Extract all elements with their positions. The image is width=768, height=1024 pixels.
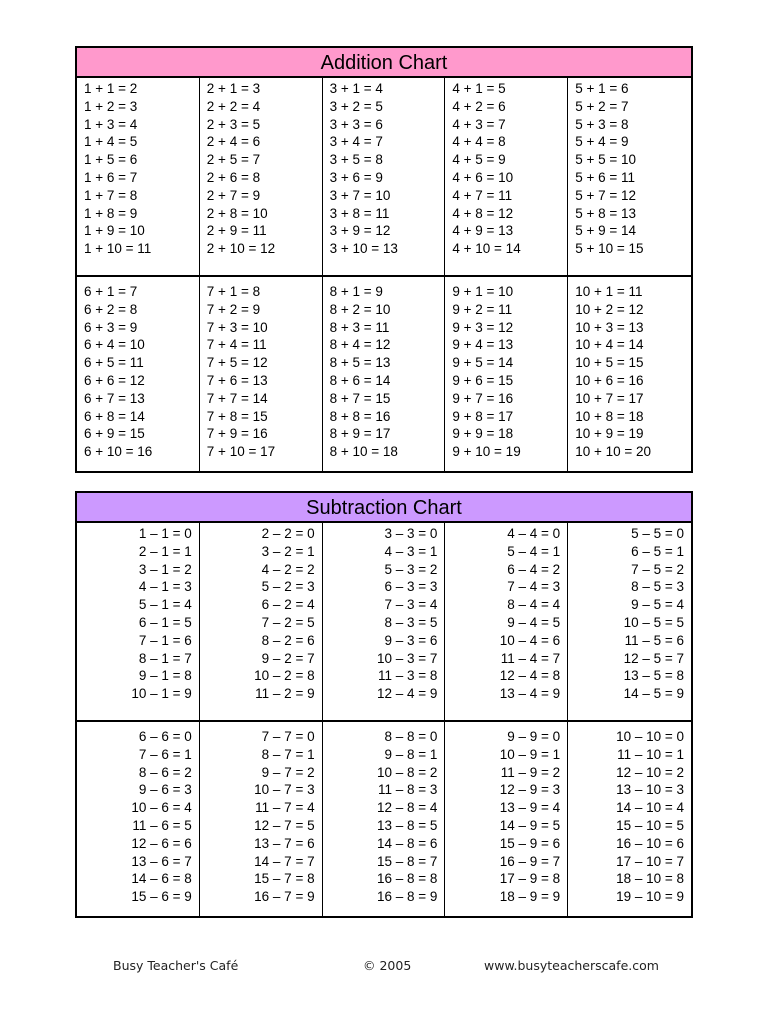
subtraction-equation: 11 – 4 = 7 [500, 650, 561, 666]
addition-equation: 4 + 6 = 10 [452, 169, 514, 185]
addition-equation: 1 + 1 = 2 [84, 81, 138, 96]
subtraction-equation: 13 – 5 = 8 [623, 668, 684, 684]
addition-equation: 2 + 1 = 3 [206, 81, 261, 96]
subtraction-equation: 10 – 4 = 6 [499, 632, 561, 648]
addition-equation: 5 + 2 = 7 [575, 98, 629, 114]
addition-chart-title: Addition Chart [77, 48, 691, 78]
subtraction-equation: 16 – 10 = 6 [616, 835, 684, 851]
addition-equation: 9 + 9 = 18 [452, 426, 514, 442]
addition-equation: 1 + 4 = 5 [84, 134, 138, 150]
addition-cell [568, 275, 691, 471]
addition-equation: 2 + 3 = 5 [206, 116, 261, 132]
addition-equation: 2 + 4 = 6 [206, 134, 261, 150]
subtraction-equation: 12 – 8 = 4 [376, 800, 438, 816]
subtraction-equation: 5 – 2 = 3 [261, 579, 315, 595]
addition-equation: 7 + 4 = 11 [206, 337, 267, 353]
addition-cell [568, 78, 691, 275]
subtraction-equation: 7 – 7 = 0 [261, 729, 315, 744]
subtraction-equation: 3 – 3 = 0 [384, 526, 438, 541]
footer-copyright: © 2005 [363, 958, 412, 973]
addition-equation: 7 + 8 = 15 [206, 408, 268, 424]
addition-cell [200, 275, 323, 471]
subtraction-equation: 12 – 4 = 8 [499, 668, 561, 684]
subtraction-equation: 4 – 4 = 0 [507, 526, 561, 541]
subtraction-equation: 12 – 6 = 6 [131, 835, 192, 851]
subtraction-equation: 7 – 2 = 5 [261, 614, 315, 630]
subtraction-equation: 7 – 6 = 1 [138, 746, 192, 762]
subtraction-equation: 9 – 8 = 1 [384, 746, 438, 762]
addition-equation: 8 + 7 = 15 [329, 390, 391, 406]
subtraction-equation: 17 – 10 = 7 [616, 853, 684, 869]
addition-equation: 10 + 5 = 15 [575, 355, 644, 371]
addition-equation: 1 + 6 = 7 [84, 169, 138, 185]
addition-equation: 3 + 3 = 6 [329, 116, 383, 132]
addition-equation: 4 + 1 = 5 [452, 81, 506, 96]
subtraction-cell [200, 720, 323, 916]
addition-equation: 9 + 4 = 13 [452, 337, 514, 353]
addition-equation: 1 + 5 = 6 [84, 152, 138, 168]
subtraction-equation: 15 – 9 = 6 [499, 835, 561, 851]
subtraction-equation: 19 – 10 = 9 [616, 889, 684, 905]
subtraction-equation: 3 – 1 = 2 [138, 561, 192, 577]
addition-equation: 7 + 2 = 9 [206, 301, 261, 317]
footer-website-link[interactable]: www.busyteacherscafe.com [484, 958, 659, 973]
addition-equation: 1 + 8 = 9 [84, 205, 138, 221]
subtraction-equation: 13 – 9 = 4 [499, 800, 561, 816]
subtraction-equation: 10 – 6 = 4 [131, 800, 192, 816]
addition-equation: 9 + 5 = 14 [452, 355, 514, 371]
addition-equation: 4 + 3 = 7 [452, 116, 506, 132]
subtraction-equation: 16 – 8 = 9 [376, 889, 438, 905]
addition-equation: 7 + 6 = 13 [206, 372, 268, 388]
subtraction-equation: 7 – 4 = 3 [507, 579, 561, 595]
subtraction-equation: 9 – 1 = 8 [138, 668, 192, 684]
subtraction-equation: 14 – 9 = 5 [499, 817, 561, 833]
subtraction-equation: 12 – 5 = 7 [623, 650, 684, 666]
subtraction-cell [200, 523, 323, 720]
subtraction-equation: 11 – 3 = 8 [377, 668, 438, 684]
addition-equation: 8 + 6 = 14 [329, 372, 391, 388]
addition-cell [77, 78, 200, 275]
subtraction-equation: 5 – 3 = 2 [384, 561, 438, 577]
subtraction-equation: 6 – 4 = 2 [507, 561, 561, 577]
addition-equation: 2 + 10 = 12 [206, 241, 276, 257]
addition-cell [77, 275, 200, 471]
subtraction-equation: 9 – 7 = 2 [261, 764, 315, 780]
addition-equation: 8 + 4 = 12 [329, 337, 391, 353]
subtraction-equation: 11 – 10 = 1 [617, 746, 684, 762]
subtraction-equation: 9 – 4 = 5 [507, 614, 561, 630]
addition-equation: 1 + 7 = 8 [84, 187, 138, 203]
addition-equation: 8 + 8 = 16 [329, 408, 391, 424]
subtraction-equation: 2 – 1 = 1 [138, 543, 192, 559]
subtraction-equation: 5 – 4 = 1 [507, 543, 561, 559]
addition-equation: 8 + 2 = 10 [329, 301, 391, 317]
subtraction-equation: 14 – 10 = 4 [616, 800, 684, 816]
addition-equation: 10 + 9 = 19 [575, 426, 644, 442]
addition-cell [323, 275, 446, 471]
addition-equation: 10 + 7 = 17 [575, 390, 644, 406]
subtraction-equation: 6 – 5 = 1 [631, 543, 684, 559]
subtraction-equation: 8 – 2 = 6 [261, 632, 315, 648]
subtraction-equation: 14 – 8 = 6 [376, 835, 438, 851]
subtraction-equation: 10 – 9 = 1 [499, 746, 561, 762]
subtraction-equation: 18 – 9 = 9 [499, 889, 561, 905]
subtraction-equation: 3 – 2 = 1 [261, 543, 315, 559]
addition-equation: 7 + 7 = 14 [206, 390, 268, 406]
addition-equation: 4 + 9 = 13 [452, 223, 514, 239]
addition-equation: 6 + 1 = 7 [84, 284, 138, 299]
addition-equation: 10 + 2 = 12 [575, 301, 644, 317]
subtraction-grid [77, 523, 691, 916]
subtraction-equation: 13 – 6 = 7 [131, 853, 192, 869]
subtraction-equation: 8 – 4 = 4 [507, 597, 561, 613]
subtraction-equation: 11 – 7 = 4 [255, 800, 315, 816]
subtraction-equation: 10 – 2 = 8 [254, 668, 315, 684]
subtraction-equation: 10 – 1 = 9 [131, 686, 192, 702]
addition-equation: 1 + 2 = 3 [84, 98, 138, 114]
subtraction-equation: 13 – 8 = 5 [376, 817, 438, 833]
subtraction-equation: 12 – 4 = 9 [376, 686, 438, 702]
subtraction-equation: 8 – 1 = 7 [138, 650, 192, 666]
addition-equation: 9 + 8 = 17 [452, 408, 514, 424]
addition-equation: 9 + 10 = 19 [452, 444, 521, 460]
addition-equation: 3 + 4 = 7 [329, 134, 383, 150]
addition-equation: 3 + 7 = 10 [329, 187, 391, 203]
addition-equation: 6 + 3 = 9 [84, 319, 138, 335]
addition-equation: 8 + 3 = 11 [329, 319, 390, 335]
addition-equation: 8 + 9 = 17 [329, 426, 391, 442]
addition-equation: 8 + 1 = 9 [329, 284, 383, 299]
addition-cell [445, 78, 568, 275]
addition-chart [75, 46, 693, 473]
addition-equation: 6 + 2 = 8 [84, 301, 138, 317]
addition-equation: 8 + 10 = 18 [329, 444, 398, 460]
addition-equation: 2 + 5 = 7 [206, 152, 261, 168]
subtraction-equation: 6 – 6 = 0 [138, 729, 192, 744]
addition-equation: 9 + 3 = 12 [452, 319, 514, 335]
addition-equation: 2 + 9 = 11 [206, 223, 267, 239]
addition-equation: 4 + 4 = 8 [452, 134, 506, 150]
addition-equation: 6 + 7 = 13 [84, 390, 145, 406]
subtraction-equation: 11 – 2 = 9 [255, 686, 315, 702]
subtraction-equation: 8 – 6 = 2 [138, 764, 192, 780]
addition-equation: 6 + 5 = 11 [84, 355, 144, 371]
subtraction-equation: 15 – 8 = 7 [376, 853, 438, 869]
subtraction-equation: 13 – 10 = 3 [616, 782, 684, 798]
addition-grid [77, 78, 691, 471]
subtraction-equation: 12 – 10 = 2 [616, 764, 684, 780]
addition-equation: 2 + 7 = 9 [206, 187, 261, 203]
addition-equation: 4 + 2 = 6 [452, 98, 506, 114]
addition-equation: 5 + 4 = 9 [575, 134, 629, 150]
subtraction-equation: 12 – 9 = 3 [499, 782, 561, 798]
subtraction-equation: 5 – 5 = 0 [631, 526, 684, 541]
addition-equation: 7 + 9 = 16 [206, 426, 268, 442]
addition-equation: 6 + 6 = 12 [84, 372, 145, 388]
subtraction-equation: 10 – 5 = 5 [623, 614, 684, 630]
addition-equation: 5 + 9 = 14 [575, 223, 636, 239]
addition-equation: 10 + 6 = 16 [575, 372, 644, 388]
addition-equation: 9 + 6 = 15 [452, 372, 514, 388]
addition-cell [323, 78, 446, 275]
addition-cell [200, 78, 323, 275]
subtraction-cell [77, 523, 200, 720]
addition-equation: 3 + 2 = 5 [329, 98, 383, 114]
addition-equation: 5 + 10 = 15 [575, 241, 644, 257]
subtraction-cell [323, 523, 446, 720]
subtraction-equation: 10 – 8 = 2 [376, 764, 438, 780]
subtraction-equation: 7 – 3 = 4 [384, 597, 438, 613]
addition-equation: 10 + 1 = 11 [575, 284, 643, 299]
subtraction-cell [445, 523, 568, 720]
addition-equation: 10 + 3 = 13 [575, 319, 644, 335]
subtraction-chart-title: Subtraction Chart [77, 493, 691, 523]
subtraction-equation: 2 – 2 = 0 [261, 526, 315, 541]
subtraction-equation: 8 – 8 = 0 [384, 729, 438, 744]
subtraction-equation: 7 – 1 = 6 [138, 632, 192, 648]
addition-equation: 3 + 8 = 11 [329, 205, 390, 221]
addition-equation: 4 + 10 = 14 [452, 241, 521, 257]
addition-equation: 3 + 10 = 13 [329, 241, 398, 257]
subtraction-equation: 8 – 3 = 5 [384, 614, 438, 630]
addition-equation: 4 + 8 = 12 [452, 205, 514, 221]
subtraction-equation: 6 – 2 = 4 [261, 597, 315, 613]
subtraction-equation: 9 – 9 = 0 [507, 729, 561, 744]
addition-equation: 4 + 5 = 9 [452, 152, 506, 168]
subtraction-equation: 11 – 5 = 6 [624, 632, 684, 648]
subtraction-equation: 18 – 10 = 8 [616, 871, 684, 887]
addition-equation: 7 + 5 = 12 [206, 355, 268, 371]
subtraction-equation: 4 – 1 = 3 [138, 579, 192, 595]
subtraction-equation: 1 – 1 = 0 [138, 526, 192, 541]
addition-equation: 3 + 9 = 12 [329, 223, 391, 239]
addition-equation: 9 + 2 = 11 [452, 301, 513, 317]
subtraction-equation: 8 – 7 = 1 [261, 746, 315, 762]
addition-equation: 7 + 3 = 10 [206, 319, 268, 335]
subtraction-equation: 9 – 5 = 4 [631, 597, 684, 613]
subtraction-equation: 6 – 1 = 5 [138, 614, 192, 630]
subtraction-equation: 8 – 5 = 3 [631, 579, 684, 595]
addition-equation: 10 + 10 = 20 [575, 444, 652, 460]
addition-equation: 2 + 2 = 4 [206, 98, 261, 114]
subtraction-equation: 13 – 4 = 9 [499, 686, 561, 702]
subtraction-chart [75, 491, 693, 918]
subtraction-equation: 11 – 8 = 3 [377, 782, 438, 798]
addition-equation: 2 + 8 = 10 [206, 205, 268, 221]
addition-cell [445, 275, 568, 471]
addition-equation: 9 + 7 = 16 [452, 390, 514, 406]
subtraction-cell [323, 720, 446, 916]
subtraction-equation: 16 – 7 = 9 [254, 889, 315, 905]
addition-equation: 6 + 8 = 14 [84, 408, 145, 424]
addition-equation: 6 + 4 = 10 [84, 337, 145, 353]
subtraction-equation: 12 – 7 = 5 [254, 817, 315, 833]
addition-equation: 3 + 1 = 4 [329, 81, 383, 96]
subtraction-equation: 14 – 6 = 8 [131, 871, 192, 887]
subtraction-equation: 6 – 3 = 3 [384, 579, 438, 595]
subtraction-equation: 15 – 6 = 9 [131, 889, 192, 905]
subtraction-equation: 16 – 8 = 8 [376, 871, 438, 887]
addition-equation: 10 + 4 = 14 [575, 337, 644, 353]
addition-equation: 5 + 7 = 12 [575, 187, 636, 203]
addition-equation: 5 + 1 = 6 [575, 81, 629, 96]
addition-equation: 7 + 10 = 17 [206, 444, 276, 460]
addition-equation: 10 + 8 = 18 [575, 408, 644, 424]
subtraction-cell [77, 720, 200, 916]
subtraction-cell [445, 720, 568, 916]
subtraction-equation: 9 – 3 = 6 [384, 632, 438, 648]
subtraction-equation: 4 – 3 = 1 [384, 543, 438, 559]
subtraction-equation: 11 – 6 = 5 [132, 817, 192, 833]
subtraction-equation: 11 – 9 = 2 [500, 764, 561, 780]
page-footer [0, 958, 768, 978]
addition-equation: 1 + 3 = 4 [84, 116, 138, 132]
subtraction-cell [568, 720, 691, 916]
addition-equation: 4 + 7 = 11 [452, 187, 513, 203]
addition-equation: 5 + 3 = 8 [575, 116, 629, 132]
addition-equation: 8 + 5 = 13 [329, 355, 391, 371]
addition-equation: 6 + 9 = 15 [84, 426, 145, 442]
subtraction-equation: 9 – 2 = 7 [261, 650, 315, 666]
addition-equation: 2 + 6 = 8 [206, 169, 261, 185]
addition-equation: 3 + 6 = 9 [329, 169, 383, 185]
subtraction-equation: 14 – 7 = 7 [254, 853, 315, 869]
subtraction-equation: 15 – 7 = 8 [254, 871, 315, 887]
subtraction-equation: 7 – 5 = 2 [631, 561, 684, 577]
subtraction-equation: 10 – 3 = 7 [376, 650, 438, 666]
addition-equation: 5 + 8 = 13 [575, 205, 636, 221]
subtraction-equation: 13 – 7 = 6 [254, 835, 315, 851]
subtraction-equation: 10 – 10 = 0 [616, 729, 684, 744]
addition-equation: 6 + 10 = 16 [84, 444, 153, 460]
subtraction-equation: 9 – 6 = 3 [138, 782, 192, 798]
addition-equation: 9 + 1 = 10 [452, 284, 514, 299]
subtraction-cell [568, 523, 691, 720]
footer-publisher: Busy Teacher's Café [113, 958, 239, 973]
subtraction-equation: 16 – 9 = 7 [499, 853, 561, 869]
subtraction-equation: 5 – 1 = 4 [138, 597, 192, 613]
subtraction-equation: 17 – 9 = 8 [499, 871, 561, 887]
addition-equation: 5 + 5 = 10 [575, 152, 636, 168]
addition-equation: 5 + 6 = 11 [575, 169, 635, 185]
subtraction-equation: 10 – 7 = 3 [254, 782, 315, 798]
addition-equation: 1 + 9 = 10 [84, 223, 145, 239]
addition-equation: 1 + 10 = 11 [84, 241, 152, 257]
subtraction-equation: 14 – 5 = 9 [623, 686, 684, 702]
addition-equation: 7 + 1 = 8 [206, 284, 261, 299]
subtraction-equation: 15 – 10 = 5 [616, 817, 684, 833]
addition-equation: 3 + 5 = 8 [329, 152, 383, 168]
subtraction-equation: 4 – 2 = 2 [261, 561, 315, 577]
